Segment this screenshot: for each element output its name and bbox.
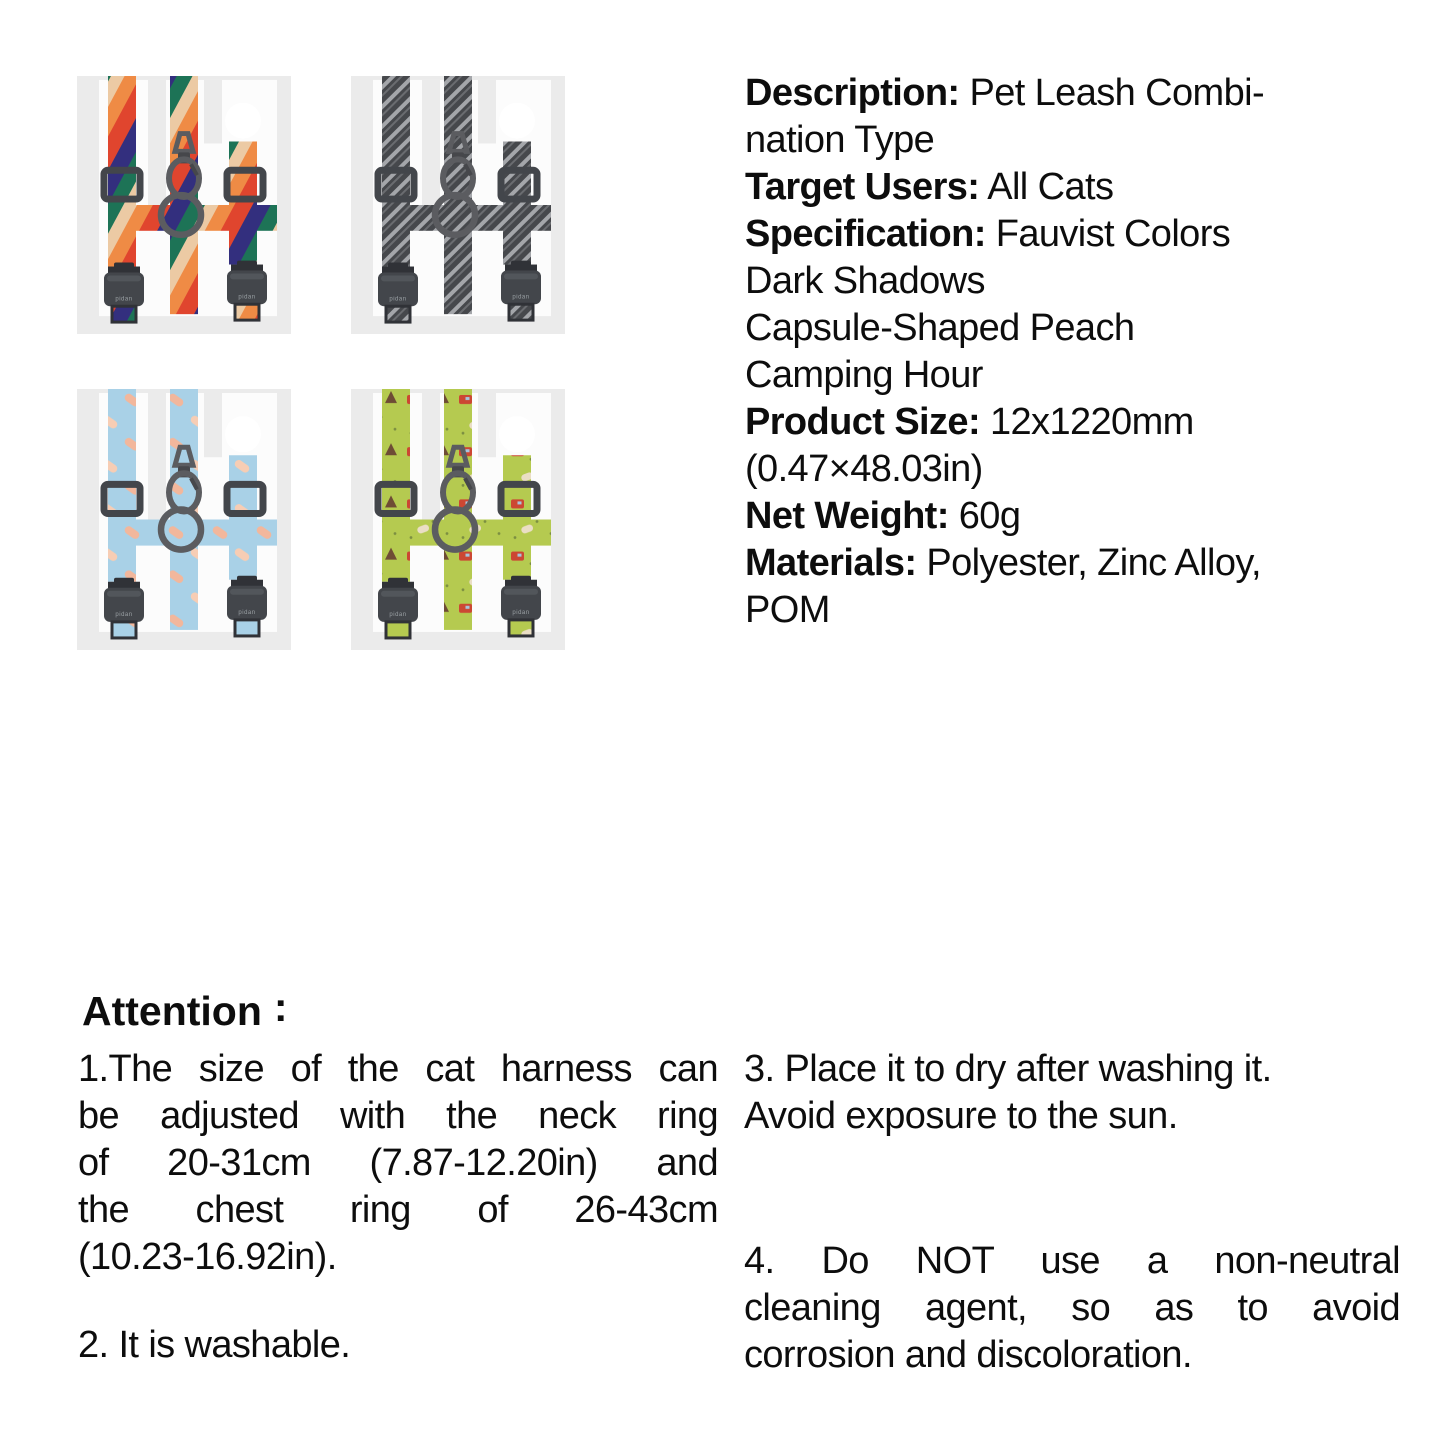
spec-label: Materials: <box>745 542 917 584</box>
spec-value: Camping Hour <box>745 354 983 396</box>
buckle-brand-label: pidan <box>389 296 407 303</box>
card-slot <box>478 80 496 144</box>
attention-heading-colon: : <box>273 984 288 1031</box>
harness-illustration-dark-shadows <box>351 76 565 334</box>
attention-line: cleaning agent, so as to avoid <box>744 1287 1400 1329</box>
card-slot <box>478 393 496 457</box>
chest-strap <box>229 455 257 579</box>
attention-line: the chest ring of 26-43cm <box>78 1189 718 1231</box>
attention-line: corrosion and discoloration. <box>744 1334 1192 1376</box>
spec-label: Product Size: <box>745 401 981 443</box>
attention-line: 1.The size of the cat harness can <box>78 1048 718 1090</box>
spec-label: Specification: <box>745 213 986 255</box>
spec-label: Target Users: <box>745 166 980 208</box>
cross-strap <box>382 520 551 546</box>
spec-value: Pet Leash Combi- <box>959 72 1265 114</box>
chest-strap <box>503 455 531 579</box>
buckle-brand-label: pidan <box>115 296 133 303</box>
buckle-brand-label: pidan <box>512 294 530 301</box>
spec-line <box>745 587 1355 634</box>
hang-hole <box>499 103 535 139</box>
harness-illustration-fauvist-colors <box>77 76 291 334</box>
spec-value: Polyester, Zinc Alloy, <box>916 542 1261 584</box>
spec-line <box>745 258 1355 305</box>
buckle-brand-label: pidan <box>238 609 256 616</box>
spec-value: Fauvist Colors <box>985 213 1231 255</box>
spec-line <box>745 70 1355 117</box>
buckle-brand-label: pidan <box>238 294 256 301</box>
cross-strap <box>382 205 551 231</box>
attention-item-1 <box>78 1046 718 1281</box>
attention-line: of 20-31cm (7.87-12.20in) and <box>78 1142 718 1184</box>
attention-item-2 <box>78 1322 718 1369</box>
spec-line <box>745 399 1355 446</box>
hang-hole <box>499 416 535 452</box>
card-slot <box>148 393 166 524</box>
attention-line: 2. It is washable. <box>78 1324 351 1366</box>
spec-line <box>745 540 1355 587</box>
spec-line <box>745 352 1355 399</box>
spec-value: Dark Shadows <box>745 260 985 302</box>
spec-line <box>745 446 1355 493</box>
attention-item-3 <box>744 1046 1404 1140</box>
hang-hole <box>225 416 261 452</box>
spec-label: Description: <box>745 72 960 114</box>
cross-strap <box>108 205 277 231</box>
spec-value: All Cats <box>979 166 1114 208</box>
attention-line: Avoid exposure to the sun. <box>744 1095 1178 1137</box>
spec-value: nation Type <box>745 119 935 161</box>
spec-value: POM <box>745 589 830 631</box>
spec-line <box>745 493 1355 540</box>
cross-strap <box>108 520 277 546</box>
attention-heading <box>82 984 288 1035</box>
card-slot <box>148 80 166 209</box>
attention-line: (10.23-16.92in). <box>78 1236 337 1278</box>
spec-value: Capsule-Shaped Peach <box>745 307 1135 349</box>
attention-heading-text: Attention <box>82 988 262 1035</box>
buckle-brand-label: pidan <box>512 609 530 616</box>
product-photo-capsule-shaped-peach <box>77 389 291 650</box>
chest-strap <box>229 141 257 264</box>
harness-illustration-capsule-shaped-peach <box>77 389 291 650</box>
spec-label: Net Weight: <box>745 495 949 537</box>
product-photo-dark-shadows <box>351 76 565 334</box>
spec-value: 12x1220mm <box>980 401 1194 443</box>
card-slot <box>422 80 440 209</box>
product-photo-camping-hour <box>351 389 565 650</box>
spec-line <box>745 305 1355 352</box>
attention-line: 4. Do NOT use a non-neutral <box>744 1240 1400 1282</box>
hang-hole <box>225 103 261 139</box>
attention-line: be adjusted with the neck ring <box>78 1095 718 1137</box>
spec-line <box>745 164 1355 211</box>
card-slot <box>204 393 222 457</box>
harness-illustration-camping-hour <box>351 389 565 650</box>
spec-line <box>745 117 1355 164</box>
spec-block <box>745 70 1355 634</box>
spec-value: 60g <box>948 495 1021 537</box>
spec-value: (0.47×48.03in) <box>745 448 983 490</box>
chest-strap <box>503 141 531 264</box>
buckle-brand-label: pidan <box>115 611 133 618</box>
spec-line <box>745 211 1355 258</box>
attention-item-4 <box>744 1238 1400 1379</box>
card-slot <box>204 80 222 144</box>
buckle-brand-label: pidan <box>389 611 407 618</box>
product-photo-fauvist-colors <box>77 76 291 334</box>
attention-line: 3. Place it to dry after washing it. <box>744 1048 1272 1090</box>
card-slot <box>422 393 440 524</box>
